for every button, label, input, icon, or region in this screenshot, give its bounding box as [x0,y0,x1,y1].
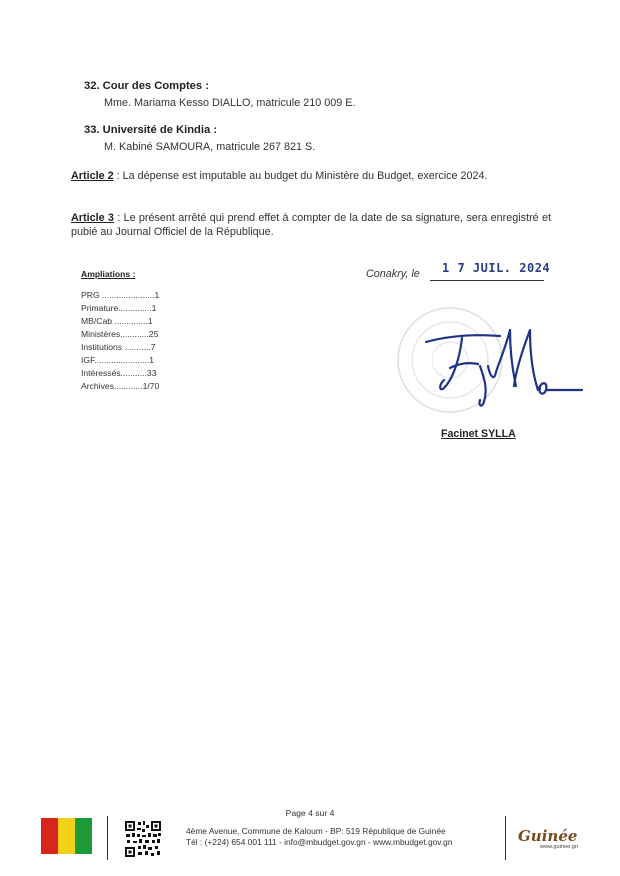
guinee-logo [518,828,582,864]
article-3-text: : Le présent arrêté qui prend effet à compter de la date de sa signature, sera enregistré et pubié au Journal Officiel de la République. [71,212,552,238]
guinee-logo-url: www.guinee.gn [540,844,578,850]
footer-contact-line: Tél : (+224) 654 001 111 - info@mbudget.gov.gn - www.mbudget.gov.gn [186,837,453,847]
ampliation-row: PRG ......................1 [81,290,160,300]
footer-divider-left [107,816,108,860]
ampliation-row: Archives............1/70 [81,381,160,391]
page-number: Page 4 sur 4 [285,808,335,818]
footer-divider-right [505,816,506,860]
article-2-text: : La dépense est imputable au budget du Ministère du Budget, exercice 2024. [113,170,488,182]
flag-stripe-green [75,818,92,854]
date-stamp: 1 7 JUIL. 2024 [442,261,551,275]
footer-address-line-1: 4ème Avenue, Commune de Kaloum - BP: 519 République de Guinée [186,826,446,836]
date-line [430,280,544,281]
flag-stripe-red [41,818,58,854]
signature-strokes [426,330,582,406]
flag-stripe-yellow [58,818,75,854]
place-label: Conakry, le [366,268,420,280]
ampliation-row: Intéressés...........33 [81,368,157,378]
ampliation-row: Institutions ...........7 [81,342,156,352]
ampliation-row: MB/Cab ..............1 [81,316,153,326]
item-33-title: 33. Université de Kindia : [84,124,218,136]
article-2-label: Article 2 [71,170,114,182]
item-32-title: 32. Cour des Comptes : [84,80,209,92]
guinea-flag-icon [41,818,92,854]
seal-stamp [398,308,502,412]
signer-name: Facinet SYLLA [441,428,516,440]
ampliations-title: Ampliations : [81,269,136,279]
ampliation-row: Ministères............25 [81,329,159,339]
guinee-logo-text: Guinée [518,827,578,845]
article-3-label: Article 3 [71,212,114,224]
ampliation-row: Primature..............1 [81,303,157,313]
footer-address [186,826,496,848]
article-2 [71,169,551,183]
item-33-line: M. Kabiné SAMOURA, matricule 267 821 S. [104,141,316,153]
ampliations-list [81,289,159,393]
official-seal-and-signature [388,306,588,422]
item-32-line: Mme. Mariama Kesso DIALLO, matricule 210 009 E. [104,97,356,109]
article-3 [71,211,551,239]
ampliation-row: IGF.......................1 [81,355,155,365]
qr-code-icon [124,820,162,858]
